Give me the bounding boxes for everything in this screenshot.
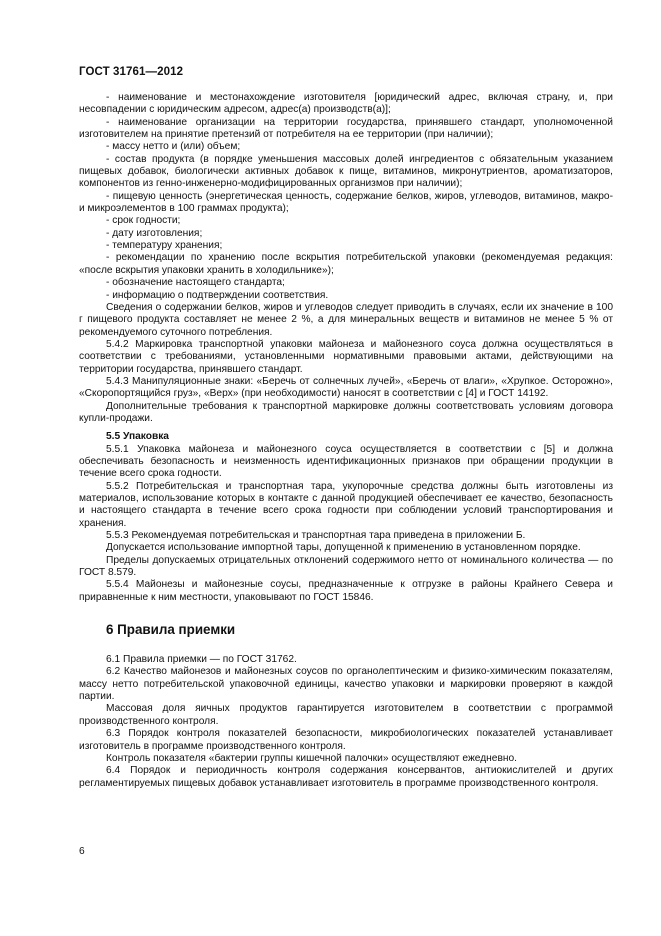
- body-paragraph: - массу нетто и (или) объем;: [106, 141, 241, 153]
- body-paragraph: Контроль показателя «бактерии группы кишечной палочки» осуществляют ежедневно.: [106, 752, 518, 764]
- body-paragraph: - температуру хранения;: [106, 240, 223, 252]
- body-paragraph: 5.4.2 Маркировка транспортной упаковки майонеза и майонезного соуса должна осуществляться в соответствии с требованиями, установленными нормативными правовыми актами, действующими на территории государства, принявшего стандарт.: [79, 338, 613, 375]
- body-paragraph: - пищевую ценность (энергетическая ценность, содержание белков, жиров, углеводов, витаминов, макро- и микроэлементов в 100 граммах продукта);: [79, 190, 613, 215]
- body-paragraph: Массовая доля яичных продуктов гарантируется изготовителем в соответствии с программой производственного контроля.: [79, 703, 613, 727]
- body-paragraph: - дату изготовления;: [106, 227, 203, 239]
- body-paragraph: 6.1 Правила приемки — по ГОСТ 31762.: [106, 654, 297, 666]
- body-paragraph: - информацию о подтверждении соответствия.: [106, 289, 329, 301]
- body-paragraph: - состав продукта (в порядке уменьшения массовых долей ингредиентов с обязательным указанием пищевых добавок, биологически активных добавок к пище, витаминов, микронутриентов, ароматизаторов, компонентов из генно-инженерно-модифицированных организмов при наличии);: [79, 153, 613, 190]
- standard-header: ГОСТ 31761—2012: [79, 66, 184, 78]
- body-paragraph: 5.5.2 Потребительская и транспортная тара, укупорочные средства должны быть изготовлены из материалов, использование которых в контакте с данной продукцией обеспечивает ее качество, безопасность и настоящего стандарта в течение всего срока годности при соблюдении условий транспортирования и хранения.: [79, 480, 613, 529]
- body-paragraph: Допускается использование импортной тары, допущенной к применению в установленном порядке.: [106, 542, 581, 554]
- page-number: 6: [79, 846, 85, 857]
- body-paragraph: - рекомендации по хранению после вскрытия потребительской упаковки (рекомендуемая редакция: «после вскрытия упаковки хранить в холодильнике»);: [79, 252, 613, 276]
- body-paragraph: Сведения о содержании белков, жиров и углеводов следует приводить в случаях, если их значение в 100 г пищевого продукта составляет не менее 2 %, а для минеральных веществ и витаминов не менее 5 % от рекомендуемого суточного потребления.: [79, 301, 613, 338]
- body-paragraph: 5.5.1 Упаковка майонеза и майонезного соуса осуществляется в соответствии с [5] и должна обеспечивать безопасность и неизменность идентификационных признаков при обращении продукции в течение всего срока годности.: [79, 443, 613, 480]
- body-paragraph: Пределы допускаемых отрицательных отклонений содержимого нетто от номинального количества — по ГОСТ 8.579.: [79, 554, 613, 579]
- body-paragraph: 5.5.3 Рекомендуемая потребительская и транспортная тара приведена в приложении Б.: [106, 530, 526, 542]
- body-paragraph: - наименование и местонахождение изготовителя [юридический адрес, включая страну, и, при несовпадении с юридическим адресом, адрес(а) производств(а)];: [79, 92, 613, 116]
- body-paragraph: 5.5.4 Майонезы и майонезные соусы, предназначенные к отгрузке в районы Крайнего Севера и приравненные к ним местности, упаковывают по ГОСТ 15846.: [79, 579, 613, 603]
- section-title: 6 Правила приемки: [106, 622, 236, 638]
- body-paragraph: 6.4 Порядок и периодичность контроля содержания консервантов, антиокислителей и других регламентируемых пищевых добавок устанавливает изготовитель в программе производственного контроля.: [79, 765, 613, 789]
- body-paragraph: - срок годности;: [106, 215, 181, 227]
- body-paragraph: Дополнительные требования к транспортной маркировке должны соответствовать условиям договора купли-продажи.: [79, 400, 613, 424]
- body-paragraph: 5.4.3 Манипуляционные знаки: «Беречь от солнечных лучей», «Беречь от влаги», «Хрупкое. Осторожно», «Скоропортящийся груз», «Верх» (при необходимости) наносят в соответствии с [4] и ГОСТ 14192.: [79, 375, 613, 400]
- body-paragraph: 6.3 Порядок контроля показателей безопасности, микробиологических показателей устанавливает изготовитель в программе производственного контроля.: [79, 728, 613, 752]
- body-paragraph: - обозначение настоящего стандарта;: [106, 277, 285, 289]
- page-body: [79, 92, 613, 790]
- body-paragraph: 6.2 Качество майонезов и майонезных соусов по органолептическим и физико-химическим показателям, массу нетто потребительской упаковочной единицы, качество упаковки и маркировки проверяют в каждой партии.: [79, 666, 613, 703]
- body-paragraph: - наименование организации на территории государства, принявшего стандарт, уполномоченной изготовителем на принятие претензий от потребителя на ее территории (при наличии);: [79, 116, 613, 141]
- subsection-title: 5.5 Упаковка: [106, 431, 169, 443]
